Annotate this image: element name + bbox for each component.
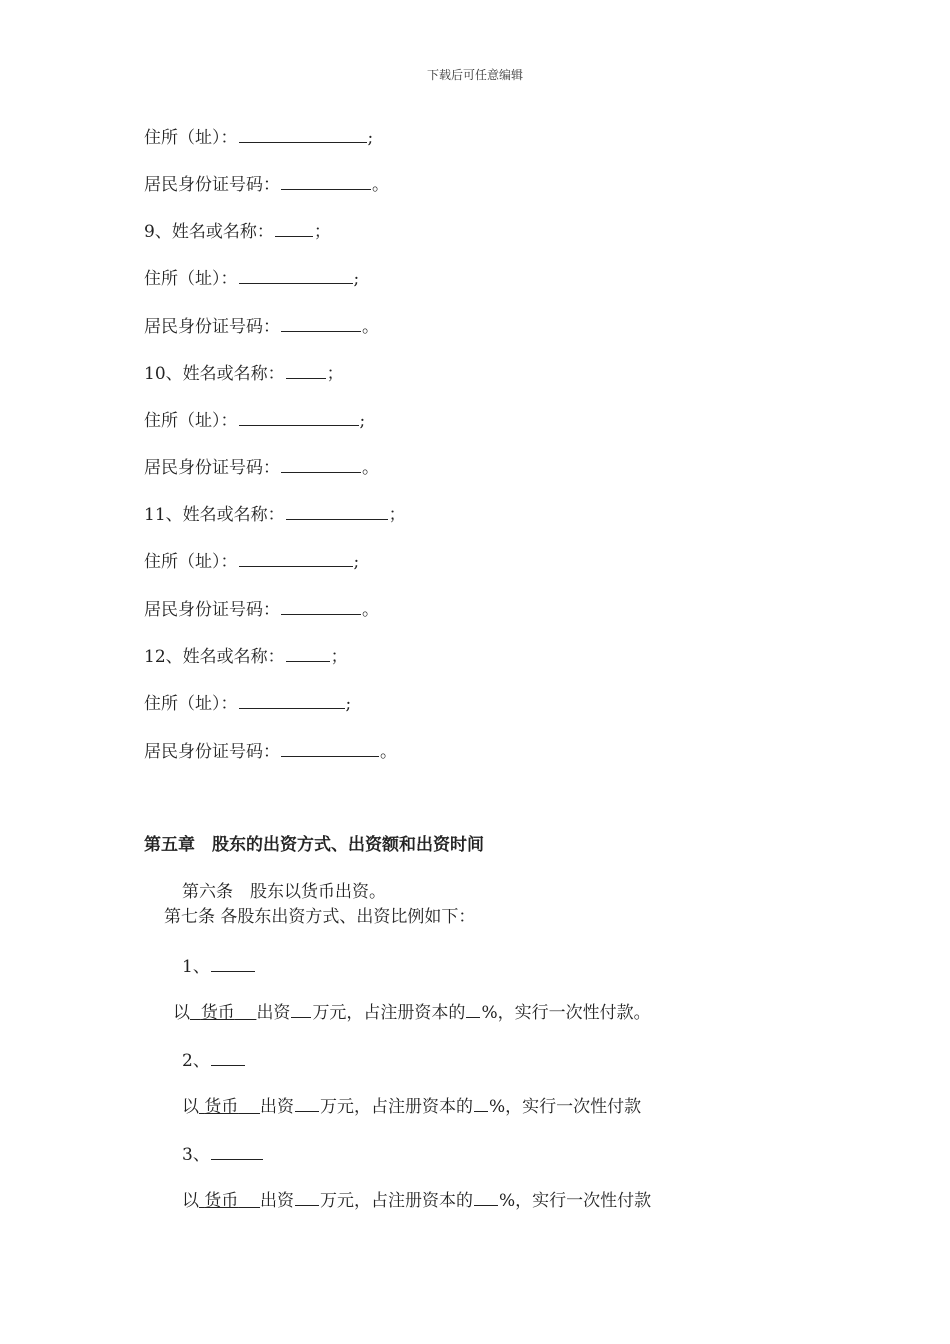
address-line [144,409,365,432]
field-label: 9、姓名或名称： [144,222,274,242]
blank-field[interactable] [281,315,361,332]
blank-field[interactable] [239,126,367,143]
field-terminator: 。 [362,600,379,620]
blank-field[interactable] [275,220,313,237]
field-label: 住所（址）： [144,552,238,572]
blank-field[interactable] [291,1001,311,1018]
text-segment: %，实行一次性付款 [489,1097,642,1117]
name-line [144,220,331,243]
blank-field[interactable] [295,1095,319,1112]
article-7: 第七条 各股东出资方式、出资比例如下： [164,907,476,927]
blank-field[interactable] [239,550,353,567]
blank-field[interactable] [286,362,326,379]
blank-field[interactable] [286,645,330,662]
address-line [144,126,373,149]
blank-field[interactable] [281,598,361,615]
field-label: 住所（址）： [144,269,238,289]
contribution-line [173,1001,651,1024]
field-label: 居民身份证号码： [144,175,280,195]
field-terminator: 。 [362,458,379,478]
prefix-text: 以 [182,1097,199,1117]
field-terminator: 。 [362,317,379,337]
text-segment: 万元，占注册资本的 [312,1003,466,1023]
field-label: 住所（址）： [144,694,238,714]
field-label: 住所（址）： [144,411,238,431]
field-label: 11、姓名或名称： [144,505,285,525]
name-line [144,503,406,526]
blank-field[interactable] [286,503,388,520]
id-number-line [144,598,379,621]
blank-field[interactable] [281,740,379,757]
blank-field[interactable] [281,173,371,190]
method-text: 货币 [200,1003,235,1023]
text-segment: 万元，占注册资本的 [320,1191,474,1211]
contribution-line [182,1189,651,1212]
field-terminator: ; [367,128,374,148]
blank-field[interactable] [211,955,255,972]
number-label: 1、 [182,957,210,977]
id-number-line [144,740,397,763]
shareholder-number [182,955,256,978]
field-terminator: ; [345,694,352,714]
text-segment: 出资 [260,1097,295,1117]
blank-field[interactable] [281,456,361,473]
prefix-text: 以 [182,1191,199,1211]
method-text: 货币 [204,1097,239,1117]
shareholder-number [182,1049,246,1072]
number-label: 3、 [182,1145,210,1165]
address-line [144,692,351,715]
blank-field[interactable] [211,1049,245,1066]
blank-field[interactable] [466,1001,480,1018]
method-underlined [199,1191,260,1211]
id-number-line [144,173,389,196]
blank-field[interactable] [239,409,359,426]
method-underlined [190,1003,256,1023]
field-terminator: ； [388,505,406,525]
field-terminator: 。 [380,742,397,762]
method-underlined [199,1097,260,1117]
text-segment: 出资 [260,1191,295,1211]
text-segment: %，实行一次性付款 [499,1191,652,1211]
contribution-line [182,1095,641,1118]
method-text: 货币 [204,1191,239,1211]
field-terminator: ; [353,269,360,289]
field-label: 居民身份证号码： [144,742,280,762]
field-terminator: ; [353,552,360,572]
field-terminator: ； [313,222,331,242]
field-label: 居民身份证号码： [144,317,280,337]
blank-field[interactable] [474,1189,498,1206]
shareholder-number [182,1143,264,1166]
prefix-text: 以 [173,1003,190,1023]
text-segment: 出资 [256,1003,291,1023]
field-terminator: ; [359,411,366,431]
field-label: 住所（址）： [144,128,238,148]
name-line [144,362,344,385]
field-terminator: ； [326,364,344,384]
field-label: 10、姓名或名称： [144,364,285,384]
field-label: 居民身份证号码： [144,458,280,478]
field-label: 居民身份证号码： [144,600,280,620]
page-header: 下载后可任意编辑 [426,68,523,82]
text-segment: %，实行一次性付款。 [481,1003,651,1023]
chapter-heading: 第五章 股东的出资方式、出资额和出资时间 [144,835,484,855]
field-label: 12、姓名或名称： [144,647,285,667]
field-terminator: 。 [372,175,389,195]
number-label: 2、 [182,1051,210,1071]
blank-field[interactable] [295,1189,319,1206]
name-line [144,645,348,668]
address-line [144,550,359,573]
field-terminator: ； [330,647,348,667]
id-number-line [144,456,379,479]
id-number-line [144,315,379,338]
blank-field[interactable] [239,692,345,709]
address-line [144,267,359,290]
blank-field[interactable] [239,267,353,284]
text-segment: 万元，占注册资本的 [320,1097,474,1117]
blank-field[interactable] [211,1143,263,1160]
article-6: 第六条 股东以货币出资。 [182,882,386,902]
blank-field[interactable] [474,1095,488,1112]
